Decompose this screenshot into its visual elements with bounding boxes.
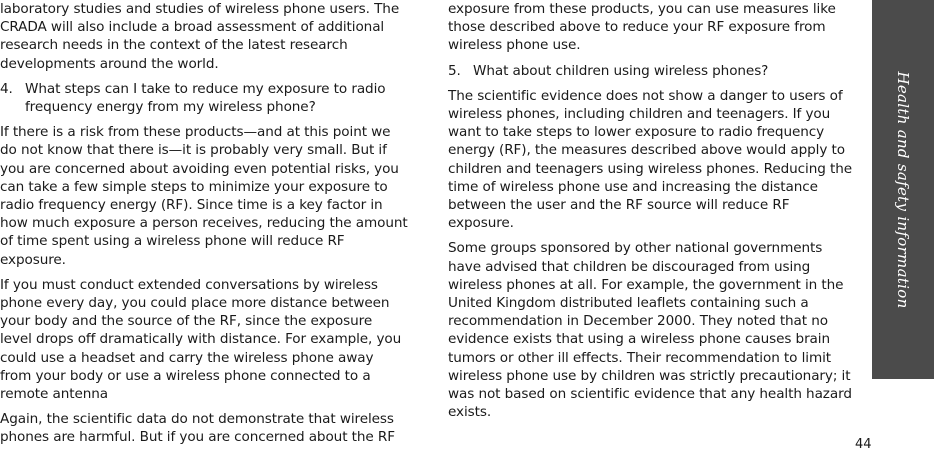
paragraph: Again, the scientific data do not demonstrate that wireless phones are harmful. But if you are concerned about the RF [0, 411, 395, 446]
side-tab-label: Health and safety information [894, 70, 912, 309]
paragraph: laboratory studies and studies of wireless phone users. The CRADA will also include a broad assessment of additional research needs in the context of the latest research developments around the world. [0, 1, 400, 72]
paragraph: exposure from these products, you can use measures like those described above to reduce your RF exposure from wireless phone use. [448, 1, 836, 54]
question-number: 5. [448, 62, 461, 79]
paragraph: If there is a risk from these products—and at this point we do not know that there is—it is probably very small. But if you are concerned about avoiding even potential risks, you can take a few simple steps to minimize your exposure to radio frequency energy (RF). Since time is a key factor in how much exposure a person receives, reducing the amount of time spent using a wireless phone will reduce RF exposure. [0, 124, 408, 268]
question-text: What about children using wireless phones? [473, 62, 769, 79]
paragraph: Some groups sponsored by other national governments have advised that children be discouraged from using wireless phones at all. For example, the government in the United Kingdom distributed leaflets containing such a recommendation in December 2000. They noted that no evidence exists that using a wireless phone causes brain tumors or other ill effects. Their recommendation to limit wireless phone use by children was strictly precautionary; it was not based on scientific evidence that any health hazard exists. [448, 240, 852, 421]
question-item [0, 80, 408, 116]
paragraph: If you must conduct extended conversations by wireless phone every day, you could place more distance between your body and the source of the RF, since the exposure level drops off dramatically with distance. For example, you could use a headset and carry the wireless phone away from your body or use a wireless phone connected to a remote antenna [0, 276, 402, 403]
question-number: 4. [0, 80, 13, 97]
left-column [0, 0, 408, 454]
right-column [448, 0, 856, 428]
question-item [448, 62, 856, 80]
question-text: What steps can I take to reduce my exposure to radio frequency energy from my wireless phone? [25, 80, 386, 116]
section-side-tab [872, 0, 934, 379]
paragraph: The scientific evidence does not show a danger to users of wireless phones, including children and teenagers. If you want to take steps to lower exposure to radio frequency energy (RF), the measures described above would apply to children and teenagers using wireless phones. Reducing the time of wireless phone use and increasing the distance between the user and the RF source will reduce RF exposure. [448, 87, 852, 232]
page-number: 44 [855, 437, 872, 452]
